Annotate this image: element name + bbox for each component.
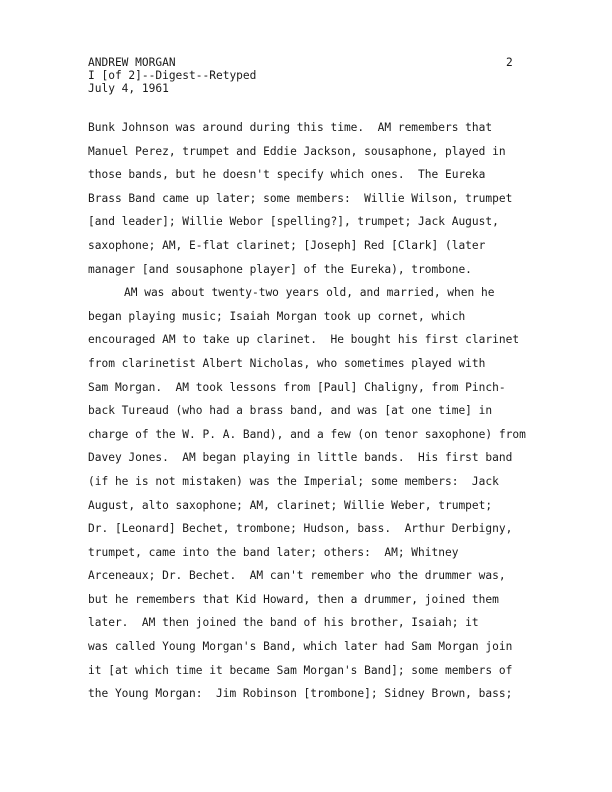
text-line: [and leader]; Willie Webor [spelling?], trumpet; Jack August, xyxy=(88,215,499,229)
text-line: the Young Morgan: Jim Robinson [trombone]; Sidney Brown, bass; xyxy=(88,687,513,701)
text-line: from clarinetist Albert Nicholas, who sometimes played with xyxy=(88,356,486,370)
text-line: but he remembers that Kid Howard, then a drummer, joined them xyxy=(88,592,499,606)
text-line: Dr. [Leonard] Bechet, trombone; Hudson, bass. Arthur Derbigny, xyxy=(88,522,513,536)
text-line: back Tureaud (who had a brass band, and was [at one time] in xyxy=(88,404,493,418)
reel-label: I [of 2]--Digest--Retyped xyxy=(88,69,257,82)
text-line: August, alto saxophone; AM, clarinet; Willie Weber, trumpet; xyxy=(88,498,493,512)
text-line: Brass Band came up later; some members: Willie Wilson, trumpet xyxy=(88,191,513,205)
interview-date: July 4, 1961 xyxy=(88,82,169,95)
text-line: began playing music; Isaiah Morgan took up cornet, which xyxy=(88,309,466,323)
text-line: it [at which time it became Sam Morgan's Band]; some members of xyxy=(88,663,513,677)
document-header xyxy=(88,56,528,95)
page-number: 2 xyxy=(506,56,513,69)
interviewee-name: ANDREW MORGAN xyxy=(88,56,176,69)
text-line: (if he is not mistaken) was the Imperial; some members: Jack xyxy=(88,474,499,488)
text-line: Sam Morgan. AM took lessons from [Paul] Chaligny, from Pinch- xyxy=(88,380,506,394)
paragraph-start-line: AM was about twenty-two years old, and married, when he xyxy=(124,286,495,300)
text-line: manager [and sousaphone player] of the Eureka), trombone. xyxy=(88,262,472,276)
text-line: later. AM then joined the band of his brother, Isaiah; it xyxy=(88,616,479,630)
text-line: saxophone; AM, E-flat clarinet; [Joseph] Red [Clark] (later xyxy=(88,238,486,252)
text-line: Manuel Perez, trumpet and Eddie Jackson, sousaphone, played in xyxy=(88,144,506,158)
text-line: charge of the W. P. A. Band), and a few (on tenor saxophone) from xyxy=(88,427,526,441)
text-line: Bunk Johnson was around during this time. AM remembers that xyxy=(88,121,493,134)
text-line: Arceneaux; Dr. Bechet. AM can't remember who the drummer was, xyxy=(88,569,506,583)
text-line: trumpet, came into the band later; others: AM; Whitney xyxy=(88,545,459,559)
text-line: Davey Jones. AM began playing in little bands. His first band xyxy=(88,451,513,465)
text-line: those bands, but he doesn't specify which ones. The Eureka xyxy=(88,168,486,182)
text-line: encouraged AM to take up clarinet. He bought his first clarinet xyxy=(88,333,520,347)
text-line: was called Young Morgan's Band, which later had Sam Morgan join xyxy=(88,640,513,654)
body-text xyxy=(88,116,558,706)
